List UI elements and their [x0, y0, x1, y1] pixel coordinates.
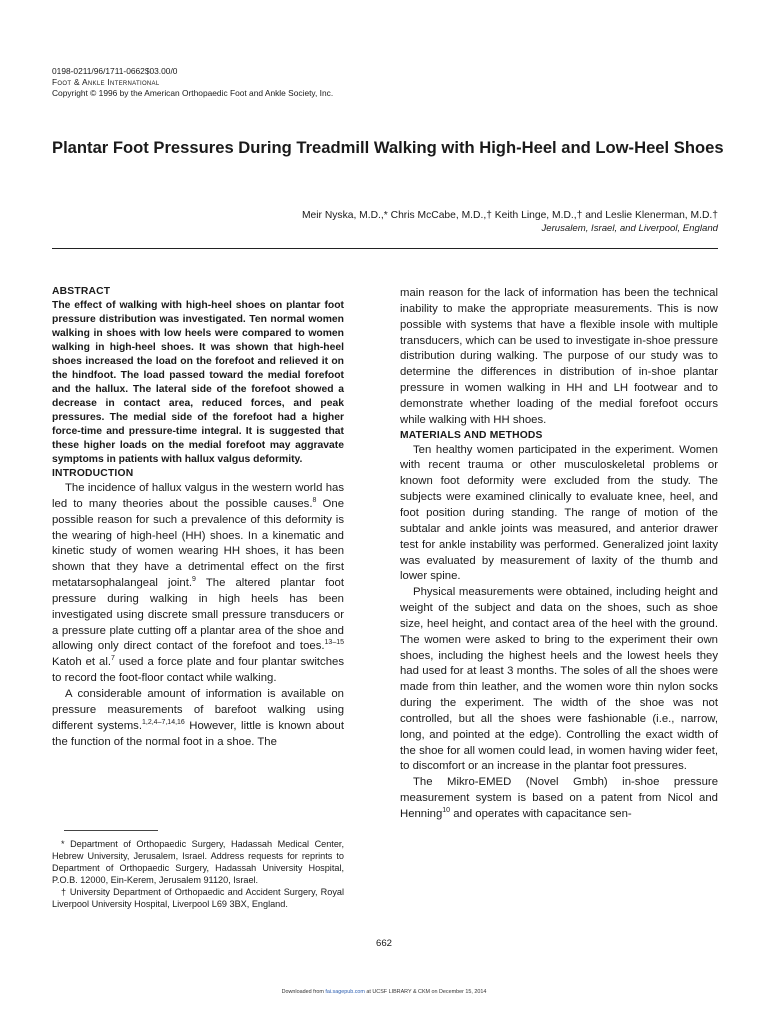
intro-paragraph-1: The incidence of hallux valgus in the western world has led to many theories about the possible causes.$^8$ One possible reason for such a prevalence of this deformity is the wearing of high-heel (HH) shoes. In a kinematic and kinetic study of women wearing HH shoes, it has been shown that they have a detrimental effect on the first metatarsophalangeal joint.$^9$ The altered plantar foot pressure during walking in high heels has been investigated using discrete small pressure transducers or a pressure plate cutting off a plantar area of the shoe and allowing only direct contact of the forefoot and toes.$^{13-15}$ Katoh et al.$^7$ used a force plate and four plantar switches to record the foot-floor contact while walking. [52, 482, 345, 685]
journal-name: Foot & Ankle International [52, 77, 160, 87]
citation-ref: 1,2,4–7,14,16 [142, 718, 185, 726]
journal-header [52, 66, 333, 99]
footnotes [52, 838, 344, 911]
abstract-text: The effect of walking with high-heel shoes on plantar foot pressure distribution was investigated. Ten normal women walking in shoes with low heels were compared to women walking in high-heel shoes. It was shown that high-heel shoes increased the load on the forefoot and relieved it on the hindfoot. The load passed toward the medial forefoot and the hallux. The lateral side of the forefoot showed a decrease in contact area, reduced forces, and peak pressures. The medial side of the forefoot had a higher force-time and pressure-time integral. It is suggested that these higher loads on the medial forefoot may aggravate symptoms in patients with hallux valgus deformity. [52, 300, 344, 465]
intro-paragraph-2: A considerable amount of information is available on pressure measurements of barefoot walking using different systems.$^{1,2,4-7,14,16}$ However, little is known about the function of the normal foot in a shoe. The [52, 687, 344, 748]
footnote-1: * Department of Orthopaedic Surgery, Hadassah Medical Center, Hebrew University, Jerusalem, Israel. Address requests for reprints to Department of Orthopaedic Surgery, Hadassah University Hospital, P.O.B. 12000, Ein-Kerem, Jerusalem 91120, Israel. [52, 839, 344, 886]
copyright-line: Copyright © 1996 by the American Orthopaedic Foot and Ankle Society, Inc. [52, 88, 334, 98]
title-divider [52, 248, 718, 249]
citation-ref: 7 [111, 655, 115, 663]
right-column [400, 286, 718, 823]
methods-paragraph-3: The Mikro-EMED (Novel Gmbh) in-shoe pressure measurement system is based on a patent from Nicol and Henning$^{10}$ and operates with capacitance sen- [400, 776, 718, 820]
download-notice: Downloaded from fai.sagepub.com at UCSF LIBRARY & CKM on December 15, 2014 [281, 989, 487, 995]
footnote-divider [64, 830, 158, 831]
author-names: Meir Nyska, M.D.,* Chris McCabe, M.D.,† Keith Linge, M.D.,† and Leslie Klenerman, M.D.† [301, 210, 718, 221]
page-number: 662 [375, 938, 392, 949]
intro-continuation: main reason for the lack of information has been the technical inability to make the appropriate measurements. This is now possible with systems that have a flexible insole with multiple transducers, which can be used to investigate in-shoe pressure distribution during walking. The purpose of our study was to determine the differences in distribution of in-shoe plantar pressure in women walking in HH and LH footwear and to demonstrate whether loading of the medial forefoot occurs while walking with HH shoes. [400, 287, 718, 426]
citation-ref: 9 [192, 576, 196, 584]
introduction-heading: INTRODUCTION [52, 468, 134, 479]
article-code: 0198-0211/96/1711-0662$03.00/0 [52, 66, 178, 76]
article-title: Plantar Foot Pressures During Treadmill Walking with High-Heel and Low-Heel Shoes [52, 138, 724, 157]
citation-ref: 10 [442, 807, 451, 814]
methods-heading: MATERIALS AND METHODS [400, 429, 543, 441]
left-column [52, 285, 344, 750]
abstract-heading: ABSTRACT [52, 286, 111, 297]
citation-ref: 8 [312, 496, 317, 504]
methods-paragraph-2: Physical measurements were obtained, including height and weight of the subject and data on the shoes, such as shoe size, heel height, and contact area of the heel with the ground. The women were asked to bring to the experiment their own shoes, including the highest heels and the lowest heels they had used for at least 3 months. The soles of all the shoes were made from thin leather, and the women wore thin nylon socks during the experiment. The width of the shoe was not controlled, but all the shoes were fashionable (i.e., narrow, long, and pointed at the edge). Controlling the exact width of the shoe for all women could lead, in women having wider feet, to discomfort or an increase in the plantar foot pressures. [400, 586, 718, 773]
author-block [302, 209, 718, 235]
author-affiliation: Jerusalem, Israel, and Liverpool, England [541, 223, 718, 234]
source-link[interactable]: fai.sagepub.com [325, 989, 365, 995]
methods-paragraph-1: Ten healthy women participated in the experiment. Women with recent trauma or other musculoskeletal problems or known foot deformity were excluded from the study. The subjects were examined clinically to evaluate knee, heel, and foot position during standing. The range of motion of the subtalar and ankle joints was measured, and anterior drawer test for ankle instability was performed. Generalized joint laxity was evaluated by measurement of laxity of the thumb and lower spine. [400, 443, 718, 583]
footnote-2: † University Department of Orthopaedic and Accident Surgery, Royal Liverpool University Hospital, Liverpool L69 3BX, England. [52, 887, 344, 910]
citation-ref: 13–15 [324, 639, 344, 647]
